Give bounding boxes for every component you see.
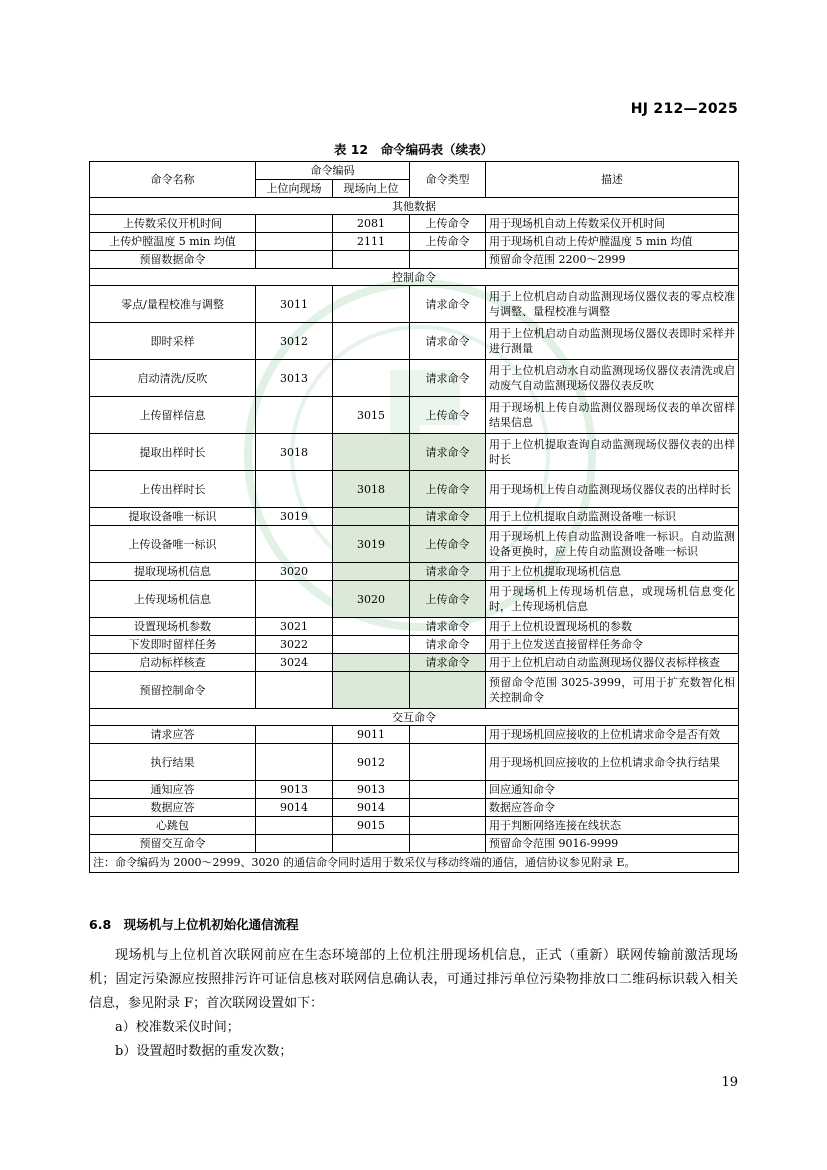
- header-field-to-up: 现场向上位: [333, 180, 410, 198]
- cell-type: 请求命令: [410, 286, 486, 323]
- cell-type: 请求命令: [410, 508, 486, 526]
- cell-name: 上传现场机信息: [90, 581, 256, 618]
- cell-name: 设置现场机参数: [90, 618, 256, 636]
- cell-desc: 用于上位机启动水自动监测现场仪器仪表清洗或启动废气自动监测现场仪器仪表反吹: [486, 360, 739, 397]
- cell-desc: 用于上位机提取现场机信息: [486, 563, 739, 581]
- page-number: 19: [721, 1075, 738, 1090]
- cell-field: [333, 286, 410, 323]
- cell-field: [333, 360, 410, 397]
- cell-desc: 用于上位机设置现场机的参数: [486, 618, 739, 636]
- cell-desc: 用于判断网络连接在线状态: [486, 817, 739, 835]
- cell-desc: 预留命令范围 3025-3999，可用于扩充数智化相关控制命令: [486, 672, 739, 709]
- section-control-commands: 控制命令: [90, 269, 739, 286]
- cell-name: 心跳包: [90, 817, 256, 835]
- cell-desc: 用于现场机上传现场机信息，或现场机信息变化时，上传现场机信息: [486, 581, 739, 618]
- cell-name: 预留数据命令: [90, 251, 256, 269]
- cell-name: 上传出样时长: [90, 471, 256, 508]
- setup-list: [89, 1016, 738, 1064]
- cell-type: [410, 672, 486, 709]
- cell-up: 3011: [256, 286, 333, 323]
- cell-up: 3018: [256, 434, 333, 471]
- command-code-table: [89, 161, 739, 873]
- cell-name: 提取现场机信息: [90, 563, 256, 581]
- cell-field: 9013: [333, 781, 410, 799]
- cell-type: 上传命令: [410, 397, 486, 434]
- cell-up: [256, 397, 333, 434]
- cell-desc: 回应通知命令: [486, 781, 739, 799]
- cell-type: 上传命令: [410, 526, 486, 563]
- cell-name: 预留交互命令: [90, 835, 256, 853]
- cell-up: 3013: [256, 360, 333, 397]
- cell-up: 3021: [256, 618, 333, 636]
- cell-name: 提取出样时长: [90, 434, 256, 471]
- cell-desc: 用于现场机回应接收的上位机请求命令执行结果: [486, 744, 739, 781]
- cell-name: 执行结果: [90, 744, 256, 781]
- cell-name: 零点/量程校准与调整: [90, 286, 256, 323]
- cell-up: [256, 251, 333, 269]
- cell-up: [256, 526, 333, 563]
- cell-desc: 用于上位机启动自动监测现场仪器仪表即时采样并进行测量: [486, 323, 739, 360]
- cell-up: 3020: [256, 563, 333, 581]
- cell-type: [410, 817, 486, 835]
- cell-up: [256, 581, 333, 618]
- cell-field: 3019: [333, 526, 410, 563]
- cell-type: 上传命令: [410, 471, 486, 508]
- cell-field: [333, 672, 410, 709]
- section-heading: 6.8 现场机与上位机初始化通信流程: [89, 917, 299, 932]
- cell-type: [410, 744, 486, 781]
- cell-up: 9014: [256, 799, 333, 817]
- cell-desc: 用于现场机上传自动监测仪器现场仪表的单次留样结果信息: [486, 397, 739, 434]
- cell-field: [333, 835, 410, 853]
- cell-desc: 预留命令范围 2200～2999: [486, 251, 739, 269]
- body-paragraph: 现场机与上位机首次联网前应在生态环境部的上位机注册现场机信息，正式（重新）联网传输前激活现场机；固定污染源应按照排污许可证信息核对联网信息确认表，可通过排污单位污染物排放口二维码标识载入相关信息，参见附录 F；首次联网设置如下：: [89, 948, 738, 1011]
- header-command-name: 命令名称: [90, 162, 256, 198]
- cell-name: 上传设备唯一标识: [90, 526, 256, 563]
- cell-name: 上传留样信息: [90, 397, 256, 434]
- header-description: 描述: [486, 162, 739, 198]
- cell-name: 提取设备唯一标识: [90, 508, 256, 526]
- list-item: b）设置超时数据的重发次数；: [115, 1044, 293, 1059]
- cell-up: 3024: [256, 654, 333, 672]
- cell-name: 启动清洗/反吹: [90, 360, 256, 397]
- cell-field: 2111: [333, 233, 410, 251]
- cell-up: [256, 471, 333, 508]
- cell-desc: 用于上位机启动自动监测现场仪器仪表的零点校准与调整、量程校准与调整: [486, 286, 739, 323]
- cell-field: [333, 251, 410, 269]
- cell-type: [410, 781, 486, 799]
- cell-field: 9011: [333, 726, 410, 744]
- cell-up: [256, 835, 333, 853]
- cell-field: [333, 563, 410, 581]
- cell-up: 3012: [256, 323, 333, 360]
- cell-desc: 用于上位机启动自动监测现场仪器仪表标样核查: [486, 654, 739, 672]
- cell-desc: 用于现场机上传自动监测现场仪器仪表的出样时长: [486, 471, 739, 508]
- cell-type: [410, 726, 486, 744]
- cell-desc: 用于现场机回应接收的上位机请求命令是否有效: [486, 726, 739, 744]
- cell-desc: 数据应答命令: [486, 799, 739, 817]
- cell-up: [256, 726, 333, 744]
- cell-up: [256, 672, 333, 709]
- cell-field: [333, 636, 410, 654]
- table-note: 注：命令编码为 2000～2999、3020 的通信命令同时适用于数采仪与移动终端的通信，通信协议参见附录 E。: [90, 853, 739, 873]
- cell-type: 上传命令: [410, 581, 486, 618]
- cell-field: 3015: [333, 397, 410, 434]
- cell-name: 上传数采仪开机时间: [90, 215, 256, 233]
- cell-name: 上传炉膛温度 5 min 均值: [90, 233, 256, 251]
- cell-up: [256, 744, 333, 781]
- cell-up: 3022: [256, 636, 333, 654]
- cell-name: 请求应答: [90, 726, 256, 744]
- cell-type: 请求命令: [410, 434, 486, 471]
- cell-up: [256, 233, 333, 251]
- cell-type: 请求命令: [410, 654, 486, 672]
- cell-desc: 用于上位发送直接留样任务命令: [486, 636, 739, 654]
- cell-name: 即时采样: [90, 323, 256, 360]
- cell-desc: 用于现场机自动上传数采仪开机时间: [486, 215, 739, 233]
- cell-field: 9014: [333, 799, 410, 817]
- table-title: 表 12 命令编码表（续表）: [333, 142, 494, 157]
- cell-field: 3020: [333, 581, 410, 618]
- cell-field: [333, 323, 410, 360]
- cell-name: 预留控制命令: [90, 672, 256, 709]
- section-interaction-commands: 交互命令: [90, 709, 739, 726]
- cell-up: [256, 817, 333, 835]
- cell-type: 请求命令: [410, 360, 486, 397]
- cell-field: [333, 654, 410, 672]
- cell-desc: 预留命令范围 9016-9999: [486, 835, 739, 853]
- header-up-to-field: 上位向现场: [256, 180, 333, 198]
- cell-name: 通知应答: [90, 781, 256, 799]
- cell-type: 请求命令: [410, 563, 486, 581]
- cell-name: 启动标样核查: [90, 654, 256, 672]
- header-command-code: 命令编码: [256, 162, 410, 180]
- cell-field: 9015: [333, 817, 410, 835]
- cell-field: [333, 434, 410, 471]
- cell-type: 请求命令: [410, 618, 486, 636]
- cell-field: 2081: [333, 215, 410, 233]
- cell-type: [410, 799, 486, 817]
- cell-field: 9012: [333, 744, 410, 781]
- cell-type: [410, 835, 486, 853]
- header-command-type: 命令类型: [410, 162, 486, 198]
- cell-type: 上传命令: [410, 233, 486, 251]
- cell-desc: 用于上位机提取自动监测设备唯一标识: [486, 508, 739, 526]
- cell-field: [333, 508, 410, 526]
- cell-field: [333, 618, 410, 636]
- cell-type: 请求命令: [410, 636, 486, 654]
- cell-name: 数据应答: [90, 799, 256, 817]
- cell-type: 请求命令: [410, 323, 486, 360]
- list-item: a）校准数采仪时间；: [115, 1020, 240, 1035]
- cell-up: 3019: [256, 508, 333, 526]
- cell-type: 上传命令: [410, 215, 486, 233]
- section-other-data: 其他数据: [90, 198, 739, 215]
- standard-code: HJ 212—2025: [630, 101, 738, 117]
- cell-up: [256, 215, 333, 233]
- cell-type: [410, 251, 486, 269]
- cell-desc: 用于现场机上传自动监测设备唯一标识。自动监测设备更换时，应上传自动监测设备唯一标识: [486, 526, 739, 563]
- cell-desc: 用于现场机自动上传炉膛温度 5 min 均值: [486, 233, 739, 251]
- cell-name: 下发即时留样任务: [90, 636, 256, 654]
- cell-up: 9013: [256, 781, 333, 799]
- cell-field: 3018: [333, 471, 410, 508]
- cell-desc: 用于上位机提取查询自动监测现场仪器仪表的出样时长: [486, 434, 739, 471]
